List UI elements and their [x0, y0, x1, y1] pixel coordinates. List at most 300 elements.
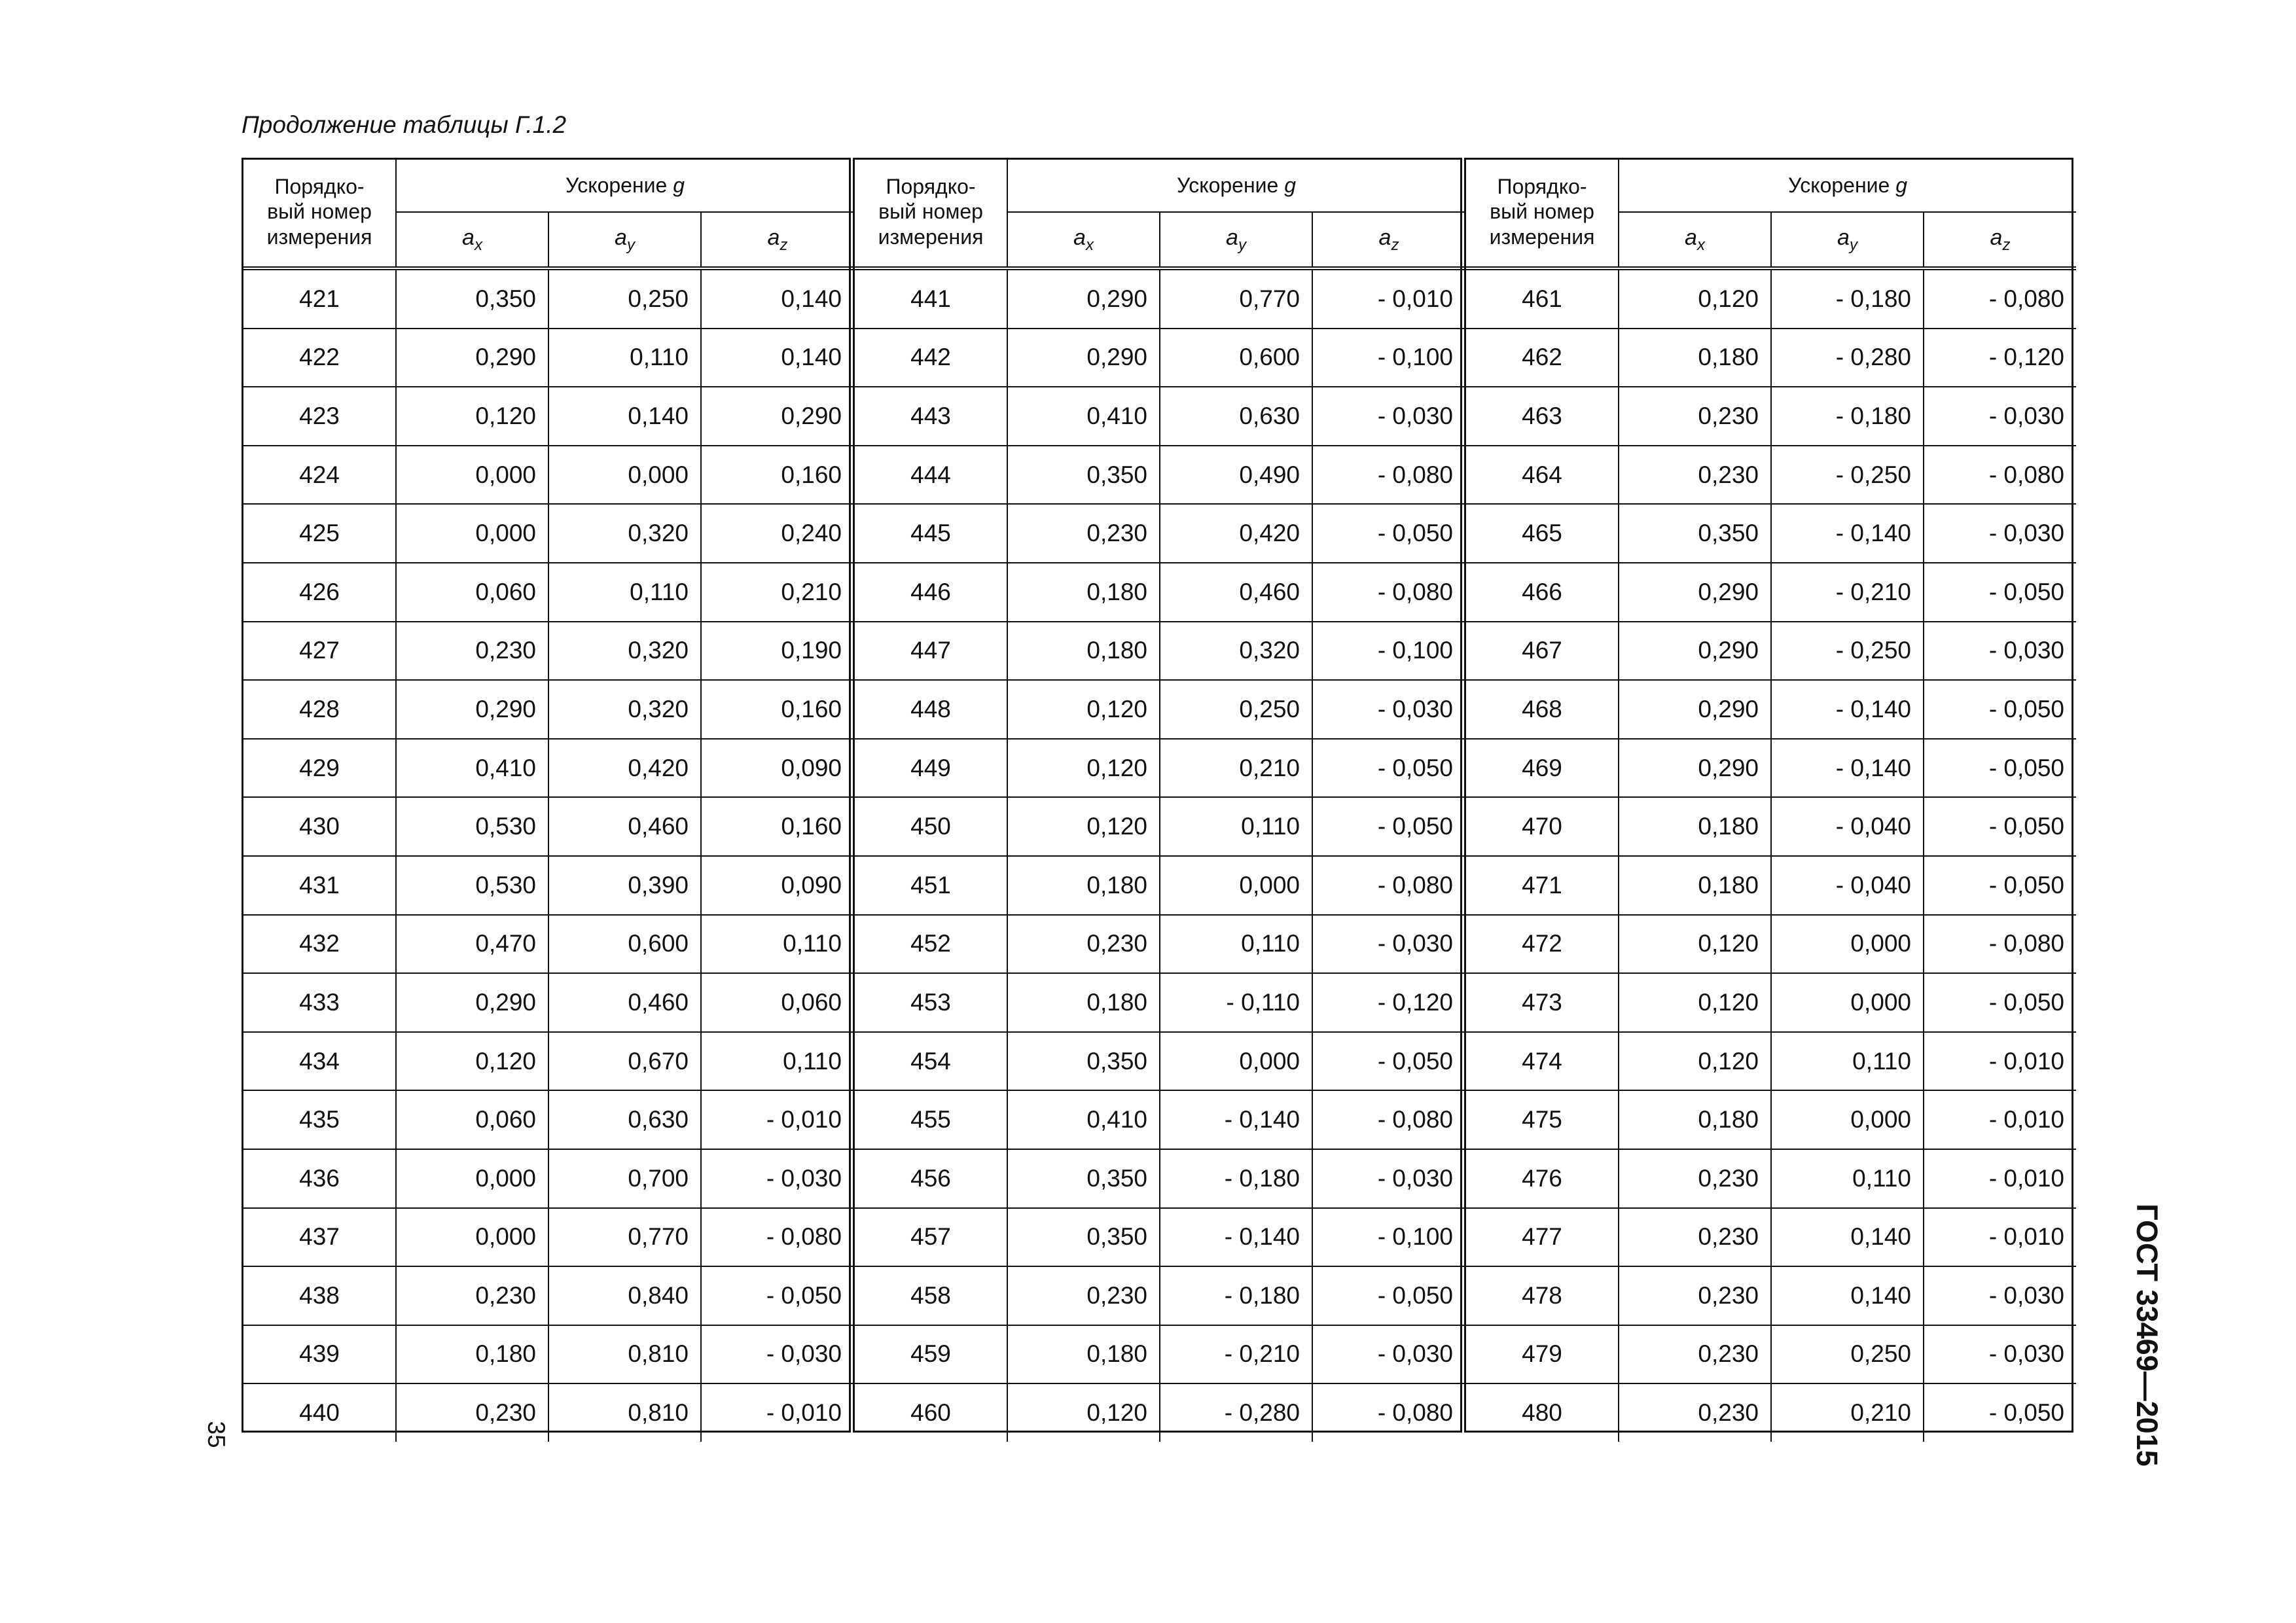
measurement-number: 440 — [243, 1383, 396, 1442]
ay-value: 0,420 — [548, 739, 701, 798]
ax-value: 0,530 — [396, 856, 548, 915]
table-row — [855, 1383, 1465, 1442]
az-value: - 0,030 — [1924, 387, 2076, 446]
header-number-line: вый номер — [267, 200, 372, 224]
az-value: - 0,080 — [1312, 446, 1465, 505]
measurement-number: 448 — [855, 680, 1007, 739]
header-axis-y — [548, 212, 701, 268]
table-row — [855, 739, 1465, 798]
measurement-number: 476 — [1466, 1149, 1619, 1208]
az-value: - 0,080 — [1312, 563, 1465, 622]
measurement-number: 469 — [1466, 739, 1619, 798]
az-value: - 0,010 — [1924, 1032, 2076, 1091]
table-row — [243, 563, 853, 622]
az-value: 0,090 — [701, 856, 853, 915]
header-axis-z — [1312, 212, 1465, 268]
ax-value: 0,230 — [396, 1266, 548, 1325]
table-row — [1466, 680, 2076, 739]
ay-value: 0,770 — [1160, 268, 1312, 329]
header-acceleration — [396, 160, 853, 212]
table-row — [243, 680, 853, 739]
table-row — [855, 563, 1465, 622]
measurement-number: 431 — [243, 856, 396, 915]
header-measurement-number — [855, 160, 1007, 268]
az-value: - 0,010 — [701, 1090, 853, 1149]
table-row — [1466, 329, 2076, 387]
az-value: - 0,050 — [1924, 797, 2076, 856]
ay-value: - 0,110 — [1160, 973, 1312, 1032]
az-value: - 0,080 — [1312, 856, 1465, 915]
axis-subscript: y — [1849, 236, 1857, 254]
header-axis-y — [1160, 212, 1312, 268]
ax-value: 0,120 — [1007, 1383, 1160, 1442]
az-value: 0,110 — [701, 915, 853, 974]
az-value: 0,090 — [701, 739, 853, 798]
measurement-number: 449 — [855, 739, 1007, 798]
az-value: - 0,030 — [1312, 1325, 1465, 1384]
az-value: - 0,030 — [701, 1325, 853, 1384]
ax-value: 0,230 — [1007, 1266, 1160, 1325]
ax-value: 0,060 — [396, 1090, 548, 1149]
table-row — [243, 446, 853, 505]
ay-value: 0,630 — [548, 1090, 701, 1149]
az-value: - 0,030 — [1924, 504, 2076, 563]
ax-value: 0,180 — [396, 1325, 548, 1384]
ay-value: 0,210 — [1160, 739, 1312, 798]
table-row — [1466, 797, 2076, 856]
measurement-number: 471 — [1466, 856, 1619, 915]
ay-value: 0,770 — [548, 1208, 701, 1267]
ay-value: - 0,040 — [1771, 856, 1924, 915]
standard-designation: ГОСТ 33469—2015 — [2130, 1204, 2164, 1467]
axis-symbol: a — [1378, 224, 1391, 250]
axis-symbol: a — [1837, 224, 1850, 250]
measurement-number: 429 — [243, 739, 396, 798]
axis-subscript: x — [474, 236, 482, 254]
az-value: - 0,050 — [1924, 856, 2076, 915]
table-row — [1466, 622, 2076, 681]
az-value: - 0,050 — [1312, 797, 1465, 856]
measurement-number: 438 — [243, 1266, 396, 1325]
axis-subscript: z — [780, 236, 788, 254]
measurement-number: 452 — [855, 915, 1007, 974]
ay-value: - 0,180 — [1160, 1149, 1312, 1208]
measurement-number: 422 — [243, 329, 396, 387]
ax-value: 0,350 — [1619, 504, 1771, 563]
table-row — [855, 1032, 1465, 1091]
ay-value: 0,110 — [548, 563, 701, 622]
measurement-number: 458 — [855, 1266, 1007, 1325]
ay-value: 0,250 — [1771, 1325, 1924, 1384]
measurement-number: 432 — [243, 915, 396, 974]
ax-value: 0,470 — [396, 915, 548, 974]
table-row — [243, 915, 853, 974]
measurement-number: 446 — [855, 563, 1007, 622]
table-row — [1466, 1090, 2076, 1149]
ax-value: 0,230 — [1007, 504, 1160, 563]
ax-value: 0,120 — [396, 387, 548, 446]
az-value: - 0,010 — [1312, 268, 1465, 329]
ay-value: 0,000 — [548, 446, 701, 505]
az-value: - 0,080 — [701, 1208, 853, 1267]
az-value: - 0,120 — [1924, 329, 2076, 387]
page-number: 35 — [203, 1421, 230, 1448]
measurement-number: 473 — [1466, 973, 1619, 1032]
ay-value: 0,810 — [548, 1383, 701, 1442]
table-row — [855, 797, 1465, 856]
table-row — [1466, 915, 2076, 974]
az-value: - 0,080 — [1312, 1090, 1465, 1149]
az-value: - 0,030 — [1312, 680, 1465, 739]
az-value: - 0,030 — [1312, 387, 1465, 446]
ax-value: 0,000 — [396, 504, 548, 563]
ax-value: 0,120 — [396, 1032, 548, 1091]
table-row — [855, 973, 1465, 1032]
ax-value: 0,350 — [1007, 1032, 1160, 1091]
ay-value: 0,670 — [548, 1032, 701, 1091]
ax-value: 0,290 — [396, 329, 548, 387]
measurement-number: 463 — [1466, 387, 1619, 446]
table-row — [855, 329, 1465, 387]
measurement-number: 460 — [855, 1383, 1007, 1442]
az-value: - 0,050 — [1924, 680, 2076, 739]
az-value: 0,110 — [701, 1032, 853, 1091]
measurement-number: 435 — [243, 1090, 396, 1149]
axis-symbol: a — [615, 224, 627, 250]
axis-subscript: x — [1085, 236, 1094, 254]
measurement-number: 428 — [243, 680, 396, 739]
table-row — [1466, 563, 2076, 622]
ay-value: 0,420 — [1160, 504, 1312, 563]
az-value: - 0,050 — [1312, 739, 1465, 798]
az-value: 0,140 — [701, 268, 853, 329]
axis-subscript: x — [1696, 236, 1705, 254]
ax-value: 0,290 — [1007, 329, 1160, 387]
table-row — [855, 268, 1465, 329]
table-row — [243, 1032, 853, 1091]
table-row — [243, 973, 853, 1032]
ax-value: 0,290 — [1007, 268, 1160, 329]
az-value: 0,290 — [701, 387, 853, 446]
table-row — [855, 504, 1465, 563]
measurement-number: 464 — [1466, 446, 1619, 505]
ay-value: 0,140 — [548, 387, 701, 446]
ax-value: 0,120 — [1619, 973, 1771, 1032]
table-row — [1466, 739, 2076, 798]
az-value: - 0,080 — [1924, 446, 2076, 505]
table-row — [855, 1208, 1465, 1267]
az-value: 0,160 — [701, 680, 853, 739]
measurement-number: 442 — [855, 329, 1007, 387]
ay-value: 0,140 — [1771, 1208, 1924, 1267]
az-value: - 0,030 — [1924, 1325, 2076, 1384]
ax-value: 0,290 — [396, 680, 548, 739]
ay-value: 0,250 — [1160, 680, 1312, 739]
axis-symbol: a — [1073, 224, 1086, 250]
az-value: - 0,030 — [1924, 1266, 2076, 1325]
ax-value: 0,180 — [1007, 973, 1160, 1032]
ax-value: 0,290 — [1619, 563, 1771, 622]
ay-value: 0,490 — [1160, 446, 1312, 505]
measurement-number: 453 — [855, 973, 1007, 1032]
header-acceleration-unit: g — [673, 173, 685, 198]
az-value: - 0,050 — [1312, 1266, 1465, 1325]
az-value: - 0,100 — [1312, 329, 1465, 387]
table-caption: Продолжение таблицы Г.1.2 — [242, 111, 567, 138]
ax-value: 0,120 — [1007, 739, 1160, 798]
measurement-number: 426 — [243, 563, 396, 622]
measurement-number: 434 — [243, 1032, 396, 1091]
ax-value: 0,290 — [396, 973, 548, 1032]
ax-value: 0,060 — [396, 563, 548, 622]
measurement-number: 478 — [1466, 1266, 1619, 1325]
table-row — [243, 504, 853, 563]
az-value: - 0,010 — [1924, 1090, 2076, 1149]
ax-value: 0,120 — [1619, 268, 1771, 329]
header-acceleration — [1007, 160, 1465, 212]
ay-value: 0,210 — [1771, 1383, 1924, 1442]
header-axis-z — [701, 212, 853, 268]
measurement-number: 424 — [243, 446, 396, 505]
measurement-number: 474 — [1466, 1032, 1619, 1091]
ay-value: 0,460 — [548, 973, 701, 1032]
ax-value: 0,230 — [1619, 1266, 1771, 1325]
ax-value: 0,180 — [1007, 563, 1160, 622]
table-row — [243, 1383, 853, 1442]
measurement-number: 459 — [855, 1325, 1007, 1384]
ay-value: 0,700 — [548, 1149, 701, 1208]
table-row — [1466, 268, 2076, 329]
ax-value: 0,230 — [1619, 1325, 1771, 1384]
az-value: - 0,030 — [1312, 915, 1465, 974]
ay-value: 0,000 — [1160, 1032, 1312, 1091]
ax-value: 0,230 — [1619, 1383, 1771, 1442]
ay-value: - 0,210 — [1771, 563, 1924, 622]
ax-value: 0,180 — [1619, 797, 1771, 856]
table-block — [242, 158, 851, 1433]
ay-value: - 0,040 — [1771, 797, 1924, 856]
ay-value: - 0,180 — [1160, 1266, 1312, 1325]
header-axis-x — [1619, 212, 1771, 268]
ay-value: - 0,140 — [1771, 739, 1924, 798]
ax-value: 0,230 — [396, 1383, 548, 1442]
axis-subscript: z — [1391, 236, 1399, 254]
ay-value: 0,110 — [1160, 797, 1312, 856]
ax-value: 0,000 — [396, 1149, 548, 1208]
az-value: - 0,010 — [1924, 1208, 2076, 1267]
header-axis-y — [1771, 212, 1924, 268]
table-row — [1466, 1383, 2076, 1442]
ay-value: - 0,180 — [1771, 387, 1924, 446]
az-value: - 0,050 — [1924, 1383, 2076, 1442]
az-value: - 0,080 — [1924, 268, 2076, 329]
ay-value: 0,320 — [548, 622, 701, 681]
ax-value: 0,290 — [1619, 739, 1771, 798]
table-row — [243, 1266, 853, 1325]
table-row — [855, 1325, 1465, 1384]
ax-value: 0,000 — [396, 1208, 548, 1267]
table-row — [855, 446, 1465, 505]
measurement-number: 461 — [1466, 268, 1619, 329]
table-row — [1466, 504, 2076, 563]
table-block — [853, 158, 1462, 1433]
measurement-number: 441 — [855, 268, 1007, 329]
az-value: - 0,030 — [1924, 622, 2076, 681]
ay-value: - 0,140 — [1771, 680, 1924, 739]
ay-value: 0,810 — [548, 1325, 701, 1384]
measurement-number: 433 — [243, 973, 396, 1032]
header-number-line: Порядко- — [1497, 175, 1587, 198]
ax-value: 0,350 — [1007, 1149, 1160, 1208]
header-number-line: измерения — [266, 224, 372, 249]
header-acceleration-label: Ускорение — [565, 173, 673, 198]
table-row — [855, 856, 1465, 915]
axis-symbol: a — [1685, 224, 1697, 250]
table-row — [855, 915, 1465, 974]
az-value: 0,140 — [701, 329, 853, 387]
measurement-number: 430 — [243, 797, 396, 856]
header-number-line: вый номер — [878, 200, 983, 224]
ay-value: - 0,140 — [1771, 504, 1924, 563]
az-value: 0,240 — [701, 504, 853, 563]
table-row — [243, 1325, 853, 1384]
measurement-number: 480 — [1466, 1383, 1619, 1442]
measurement-number: 456 — [855, 1149, 1007, 1208]
table-row — [243, 622, 853, 681]
ay-value: 0,600 — [548, 915, 701, 974]
ay-value: - 0,180 — [1771, 268, 1924, 329]
ay-value: - 0,250 — [1771, 622, 1924, 681]
ay-value: - 0,140 — [1160, 1090, 1312, 1149]
measurement-number: 472 — [1466, 915, 1619, 974]
ay-value: 0,110 — [1160, 915, 1312, 974]
ax-value: 0,120 — [1007, 680, 1160, 739]
ay-value: 0,460 — [1160, 563, 1312, 622]
ay-value: 0,110 — [548, 329, 701, 387]
header-axis-z — [1924, 212, 2076, 268]
ay-value: - 0,280 — [1771, 329, 1924, 387]
ay-value: 0,140 — [1771, 1266, 1924, 1325]
ay-value: 0,600 — [1160, 329, 1312, 387]
table-row — [243, 1208, 853, 1267]
header-axis-x — [396, 212, 548, 268]
ax-value: 0,230 — [1007, 915, 1160, 974]
header-number-line: измерения — [1489, 224, 1595, 249]
ay-value: 0,110 — [1771, 1032, 1924, 1091]
table-row — [243, 739, 853, 798]
measurement-number: 421 — [243, 268, 396, 329]
measurement-table — [243, 160, 853, 1442]
table-row — [855, 1266, 1465, 1325]
ax-value: 0,230 — [1619, 387, 1771, 446]
ay-value: 0,320 — [548, 680, 701, 739]
measurement-number: 451 — [855, 856, 1007, 915]
ax-value: 0,180 — [1007, 1325, 1160, 1384]
table-row — [243, 268, 853, 329]
measurement-number: 477 — [1466, 1208, 1619, 1267]
table-row — [243, 856, 853, 915]
az-value: 0,060 — [701, 973, 853, 1032]
table-row — [1466, 387, 2076, 446]
table-row — [1466, 446, 2076, 505]
ay-value: 0,390 — [548, 856, 701, 915]
table-row — [1466, 1325, 2076, 1384]
ax-value: 0,410 — [1007, 1090, 1160, 1149]
header-number-line: измерения — [878, 224, 984, 249]
az-value: - 0,100 — [1312, 1208, 1465, 1267]
ay-value: 0,320 — [1160, 622, 1312, 681]
ax-value: 0,180 — [1007, 622, 1160, 681]
axis-symbol: a — [1990, 224, 2003, 250]
table-row — [1466, 1266, 2076, 1325]
header-number-line: Порядко- — [886, 175, 976, 198]
measurement-number: 443 — [855, 387, 1007, 446]
table-block — [1464, 158, 2073, 1433]
az-value: - 0,080 — [1924, 915, 2076, 974]
ax-value: 0,410 — [1007, 387, 1160, 446]
ax-value: 0,180 — [1619, 1090, 1771, 1149]
ay-value: 0,000 — [1771, 1090, 1924, 1149]
table-row — [1466, 856, 2076, 915]
ay-value: 0,000 — [1160, 856, 1312, 915]
table-row — [243, 1149, 853, 1208]
ax-value: 0,230 — [1619, 446, 1771, 505]
az-value: - 0,030 — [1312, 1149, 1465, 1208]
table-row — [1466, 973, 2076, 1032]
ax-value: 0,000 — [396, 446, 548, 505]
az-value: - 0,120 — [1312, 973, 1465, 1032]
az-value: - 0,080 — [1312, 1383, 1465, 1442]
header-acceleration-unit: g — [1284, 173, 1296, 198]
table-row — [855, 387, 1465, 446]
table-row — [243, 1090, 853, 1149]
ax-value: 0,120 — [1007, 797, 1160, 856]
measurement-number: 479 — [1466, 1325, 1619, 1384]
measurement-number: 423 — [243, 387, 396, 446]
az-value: 0,210 — [701, 563, 853, 622]
ax-value: 0,290 — [1619, 622, 1771, 681]
az-value: - 0,050 — [1924, 563, 2076, 622]
measurement-number: 467 — [1466, 622, 1619, 681]
ay-value: 0,000 — [1771, 973, 1924, 1032]
ax-value: 0,230 — [396, 622, 548, 681]
measurement-number: 455 — [855, 1090, 1007, 1149]
az-value: 0,160 — [701, 797, 853, 856]
header-acceleration-label: Ускорение — [1177, 173, 1285, 198]
az-value: - 0,010 — [701, 1383, 853, 1442]
axis-subscript: y — [1238, 236, 1246, 254]
header-number-line: Порядко- — [274, 175, 365, 198]
measurement-number: 475 — [1466, 1090, 1619, 1149]
measurement-number: 427 — [243, 622, 396, 681]
ax-value: 0,230 — [1619, 1149, 1771, 1208]
az-value: - 0,050 — [1924, 973, 2076, 1032]
measurement-number: 466 — [1466, 563, 1619, 622]
ay-value: 0,630 — [1160, 387, 1312, 446]
measurement-number: 465 — [1466, 504, 1619, 563]
header-acceleration-unit: g — [1895, 173, 1907, 198]
ay-value: - 0,280 — [1160, 1383, 1312, 1442]
measurement-number: 470 — [1466, 797, 1619, 856]
ay-value: 0,460 — [548, 797, 701, 856]
table-row — [855, 1149, 1465, 1208]
measurement-table — [855, 160, 1465, 1442]
measurement-number: 447 — [855, 622, 1007, 681]
axis-subscript: y — [626, 236, 635, 254]
table-row — [1466, 1032, 2076, 1091]
ax-value: 0,120 — [1619, 915, 1771, 974]
ay-value: 0,000 — [1771, 915, 1924, 974]
